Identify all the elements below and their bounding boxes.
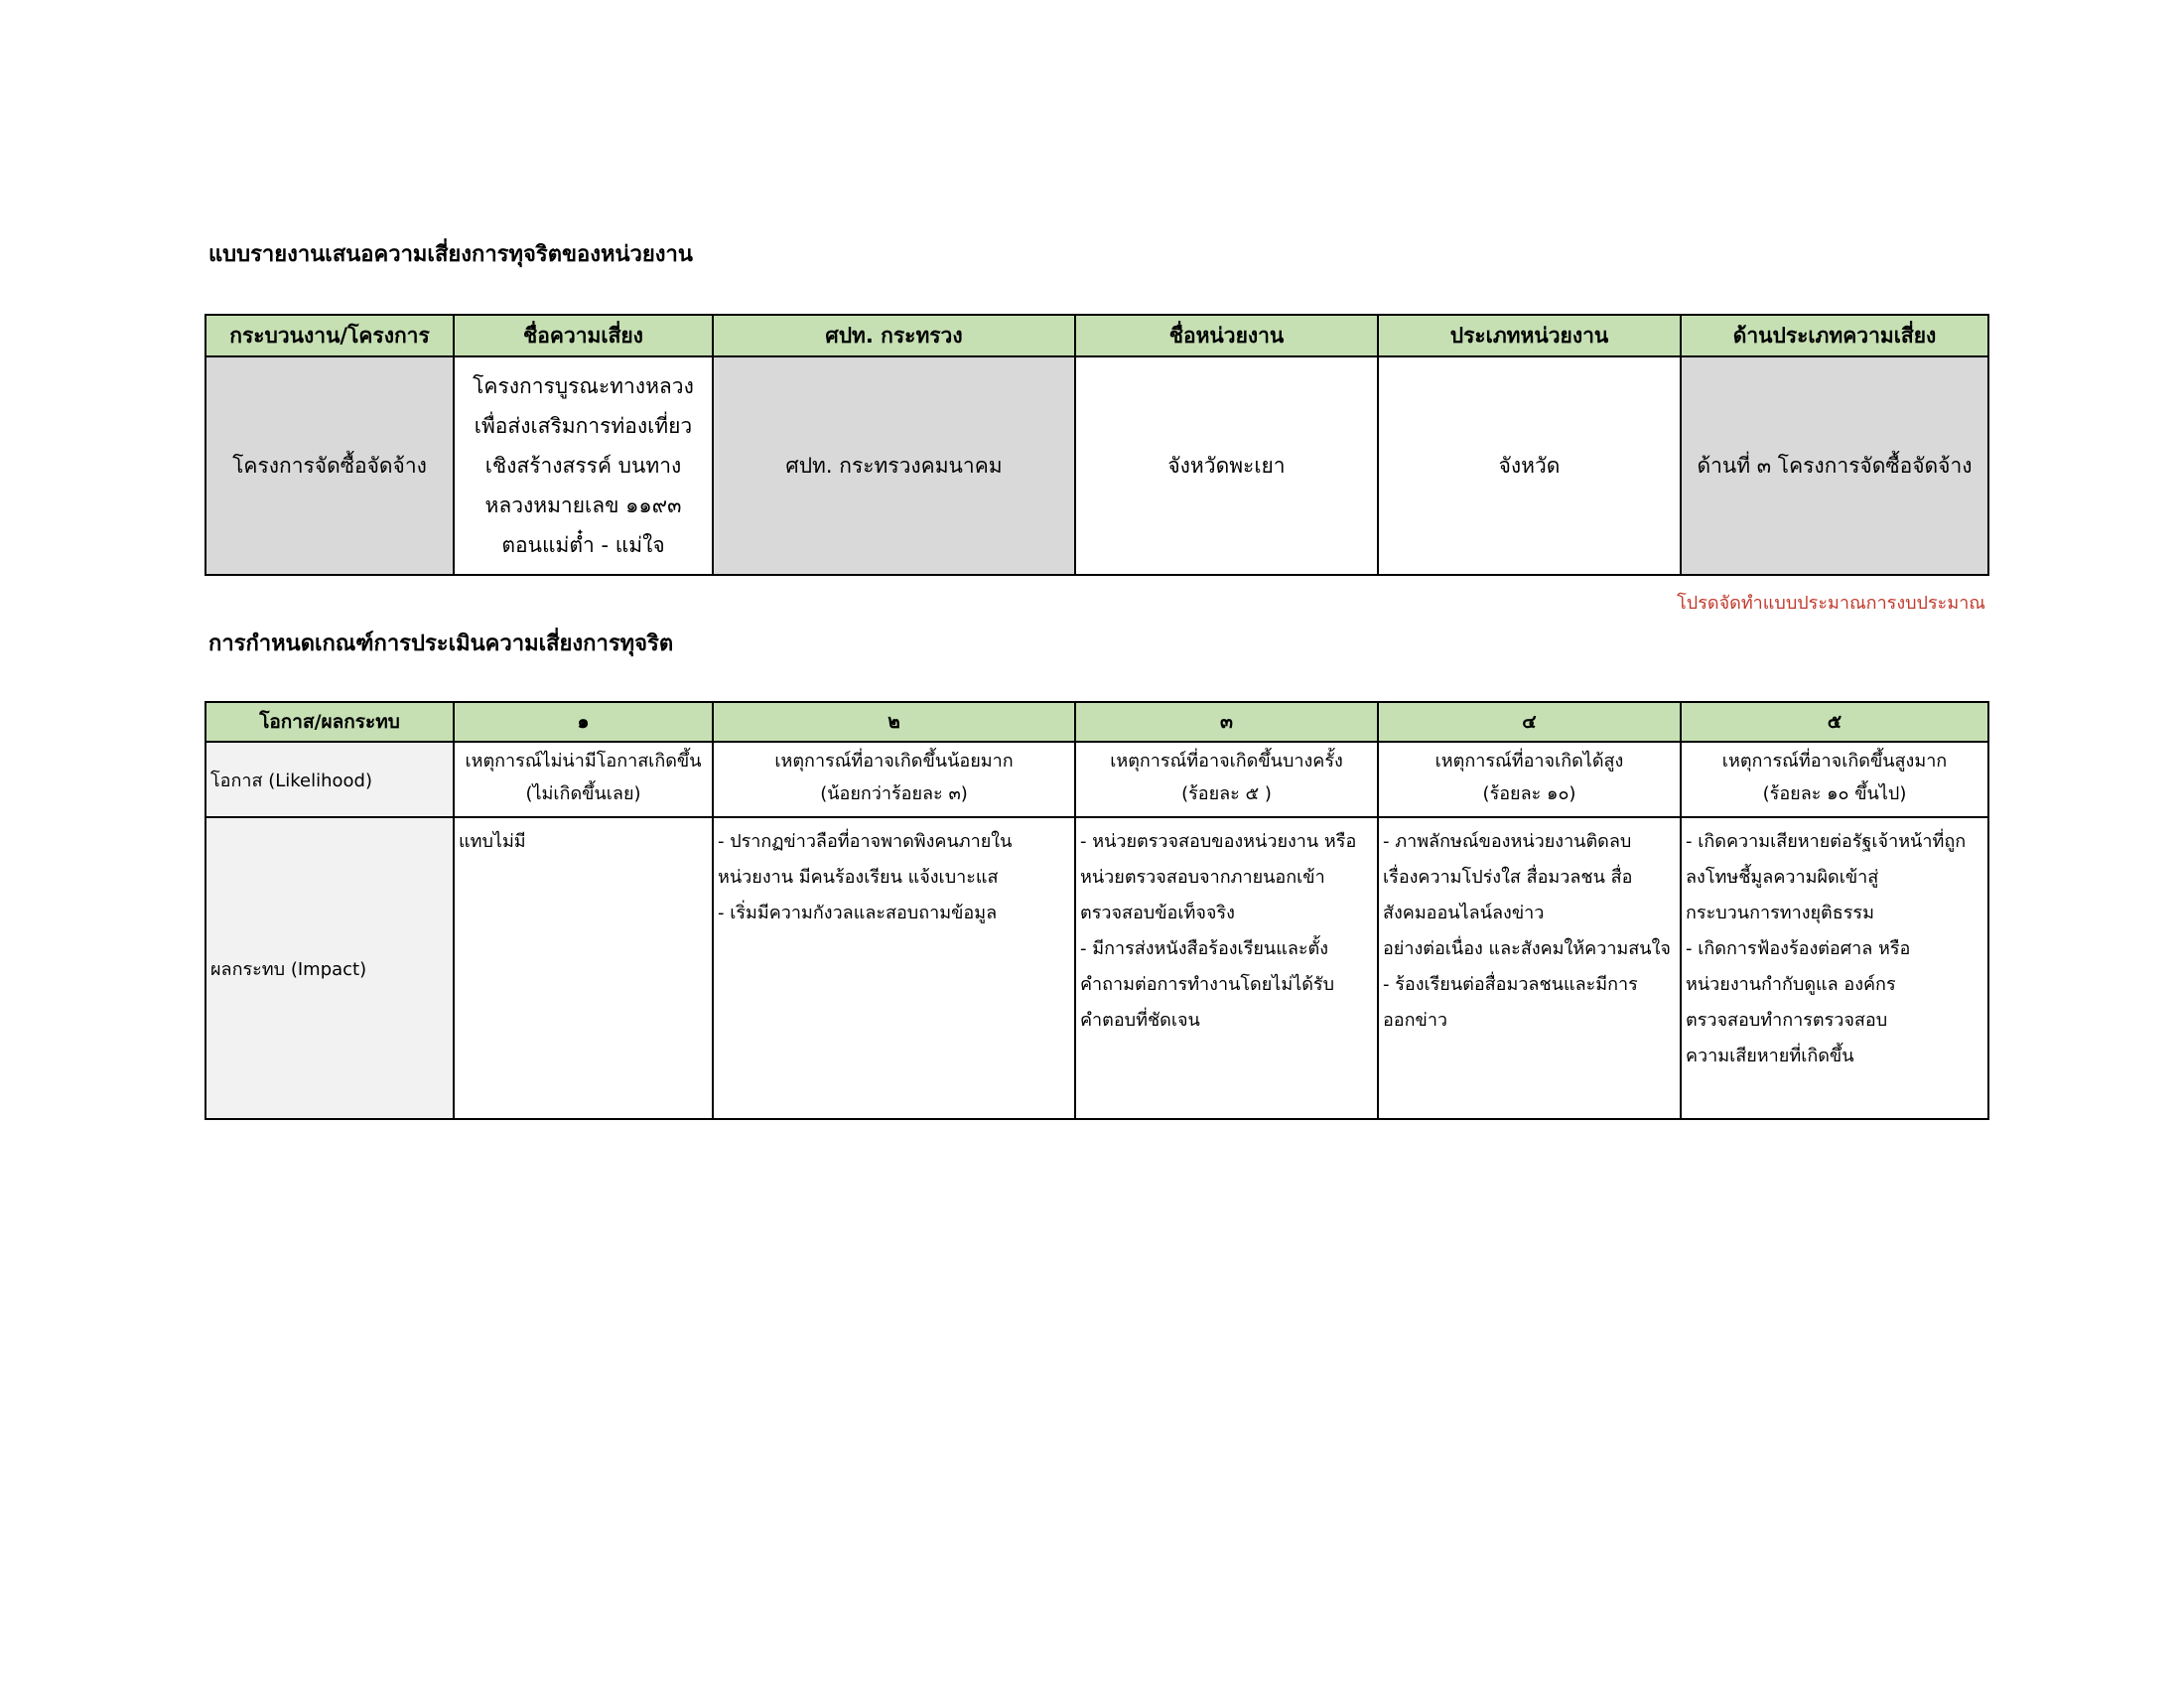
header-risk-type: ด้านประเภทความเสี่ยง xyxy=(1681,315,1988,356)
cell-line: - ภาพลักษณ์ของหน่วยงานติดลบ xyxy=(1383,831,1632,852)
cell-line: เหตุการณ์ที่อาจเกิดขึ้นน้อยมาก xyxy=(774,751,1014,772)
header-agency: ชื่อหน่วยงาน xyxy=(1075,315,1378,356)
header-likelihood-impact: โอกาส/ผลกระทบ xyxy=(205,702,454,742)
cell-agency-type: จังหวัด xyxy=(1378,356,1681,575)
cell-line: (น้อยกว่าร้อยละ ๓) xyxy=(820,783,968,804)
cell-line: (ร้อยละ ๑๐) xyxy=(1482,783,1576,804)
cell-line: ตรวจสอบทำการตรวจสอบ xyxy=(1686,1010,1888,1031)
cell-agency: จังหวัดพะเยา xyxy=(1075,356,1378,575)
cell-ministry: ศปท. กระทรวงคมนาคม xyxy=(713,356,1075,575)
impact-row xyxy=(205,817,1988,1119)
impact-level-2 xyxy=(713,817,1075,1119)
cell-line: คำถามต่อการทำงานโดยไม่ได้รับ xyxy=(1080,974,1335,995)
cell-line: เหตุการณ์ไม่น่ามีโอกาสเกิดขึ้น xyxy=(465,751,702,772)
budget-note: โปรดจัดทำแบบประมาณการงบประมาณ xyxy=(1677,593,1985,614)
risk-name-line: เพื่อส่งเสริมการท่องเที่ยว xyxy=(474,414,693,438)
header-level-5: ๕ xyxy=(1681,702,1988,742)
cell-line: - หน่วยตรวจสอบของหน่วยงาน หรือ xyxy=(1080,831,1357,852)
cell-line: - ร้องเรียนต่อสื่อมวลชนและมีการ xyxy=(1383,974,1638,995)
cell-line: หน่วยตรวจสอบจากภายนอกเข้า xyxy=(1080,867,1325,888)
likelihood-level-3 xyxy=(1075,742,1378,817)
cell-line: - มีการส่งหนังสือร้องเรียนและตั้ง xyxy=(1080,938,1329,959)
cell-line: (ไม่เกิดขึ้นเลย) xyxy=(525,783,641,804)
risk-table-header-row xyxy=(205,315,1988,356)
cell-line: สังคมออนไลน์ลงข่าว xyxy=(1383,903,1545,923)
cell-line: ลงโทษชี้มูลความผิดเข้าสู่ xyxy=(1686,867,1879,888)
likelihood-row xyxy=(205,742,1988,817)
risk-name-line: หลวงหมายเลข ๑๑๙๓ xyxy=(484,493,682,517)
cell-line: แทบไม่มี xyxy=(459,831,526,852)
cell-line: หน่วยงาน มีคนร้องเรียน แจ้งเบาะแส xyxy=(718,867,999,888)
impact-label: ผลกระทบ (Impact) xyxy=(205,817,454,1119)
cell-line: เหตุการณ์ที่อาจเกิดได้สูง xyxy=(1434,751,1624,772)
header-level-4: ๔ xyxy=(1378,702,1681,742)
impact-level-1 xyxy=(454,817,713,1119)
header-level-1: ๑ xyxy=(454,702,713,742)
cell-risk-type: ด้านที่ ๓ โครงการจัดซื้อจัดจ้าง xyxy=(1681,356,1988,575)
header-level-3: ๓ xyxy=(1075,702,1378,742)
likelihood-level-1 xyxy=(454,742,713,817)
cell-line: - เริ่มมีความกังวลและสอบถามข้อมูล xyxy=(718,903,998,923)
likelihood-level-4 xyxy=(1378,742,1681,817)
cell-line: อย่างต่อเนื่อง และสังคมให้ความสนใจ xyxy=(1383,938,1671,959)
risk-name-line: โครงการบูรณะทางหลวง xyxy=(473,374,694,398)
cell-line: - เกิดความเสียหายต่อรัฐเจ้าหน้าที่ถูก xyxy=(1686,831,1967,852)
risk-name-line: ตอนแม่ต๋ำ - แม่ใจ xyxy=(501,533,665,557)
header-risk-name: ชื่อความเสี่ยง xyxy=(454,315,713,356)
header-ministry: ศปท. กระทรวง xyxy=(713,315,1075,356)
risk-report-table xyxy=(205,314,1989,576)
cell-line: ออกข่าว xyxy=(1383,1010,1448,1031)
cell-line: ตรวจสอบข้อเท็จจริง xyxy=(1080,903,1235,923)
criteria-header-row xyxy=(205,702,1988,742)
cell-line: คำตอบที่ชัดเจน xyxy=(1080,1010,1200,1031)
cell-line: - ปรากฏข่าวลือที่อาจพาดพิงคนภายใน xyxy=(718,831,1013,852)
cell-line: เหตุการณ์ที่อาจเกิดขึ้นสูงมาก xyxy=(1721,751,1948,772)
risk-name-line: เชิงสร้างสรรค์ บนทาง xyxy=(484,454,682,478)
cell-process: โครงการจัดซื้อจัดจ้าง xyxy=(205,356,454,575)
impact-level-3 xyxy=(1075,817,1378,1119)
report-title: แบบรายงานเสนอความเสี่ยงการทุจริตของหน่วยงาน xyxy=(208,242,693,267)
header-process: กระบวนงาน/โครงการ xyxy=(205,315,454,356)
cell-line: - เกิดการฟ้องร้องต่อศาล หรือ xyxy=(1686,938,1911,959)
header-agency-type: ประเภทหน่วยงาน xyxy=(1378,315,1681,356)
header-level-2: ๒ xyxy=(713,702,1075,742)
impact-level-5 xyxy=(1681,817,1988,1119)
criteria-title: การกำหนดเกณฑ์การประเมินความเสี่ยงการทุจริต xyxy=(208,632,674,656)
cell-line: (ร้อยละ ๑๐ ขึ้นไป) xyxy=(1762,783,1907,804)
risk-table-row xyxy=(205,356,1988,575)
cell-line: (ร้อยละ ๕ ) xyxy=(1181,783,1272,804)
cell-line: เรื่องความโปร่งใส สื่อมวลชน สื่อ xyxy=(1383,867,1633,888)
cell-line: กระบวนการทางยุติธรรม xyxy=(1686,903,1874,923)
likelihood-level-2 xyxy=(713,742,1075,817)
cell-risk-name xyxy=(454,356,713,575)
cell-line: ความเสียหายที่เกิดขึ้น xyxy=(1686,1046,1854,1066)
impact-level-4 xyxy=(1378,817,1681,1119)
cell-line: หน่วยงานกำกับดูแล องค์กร xyxy=(1686,974,1896,995)
risk-criteria-table xyxy=(205,701,1989,1120)
likelihood-level-5 xyxy=(1681,742,1988,817)
cell-line: เหตุการณ์ที่อาจเกิดขึ้นบางครั้ง xyxy=(1110,751,1343,772)
likelihood-label: โอกาส (Likelihood) xyxy=(205,742,454,817)
